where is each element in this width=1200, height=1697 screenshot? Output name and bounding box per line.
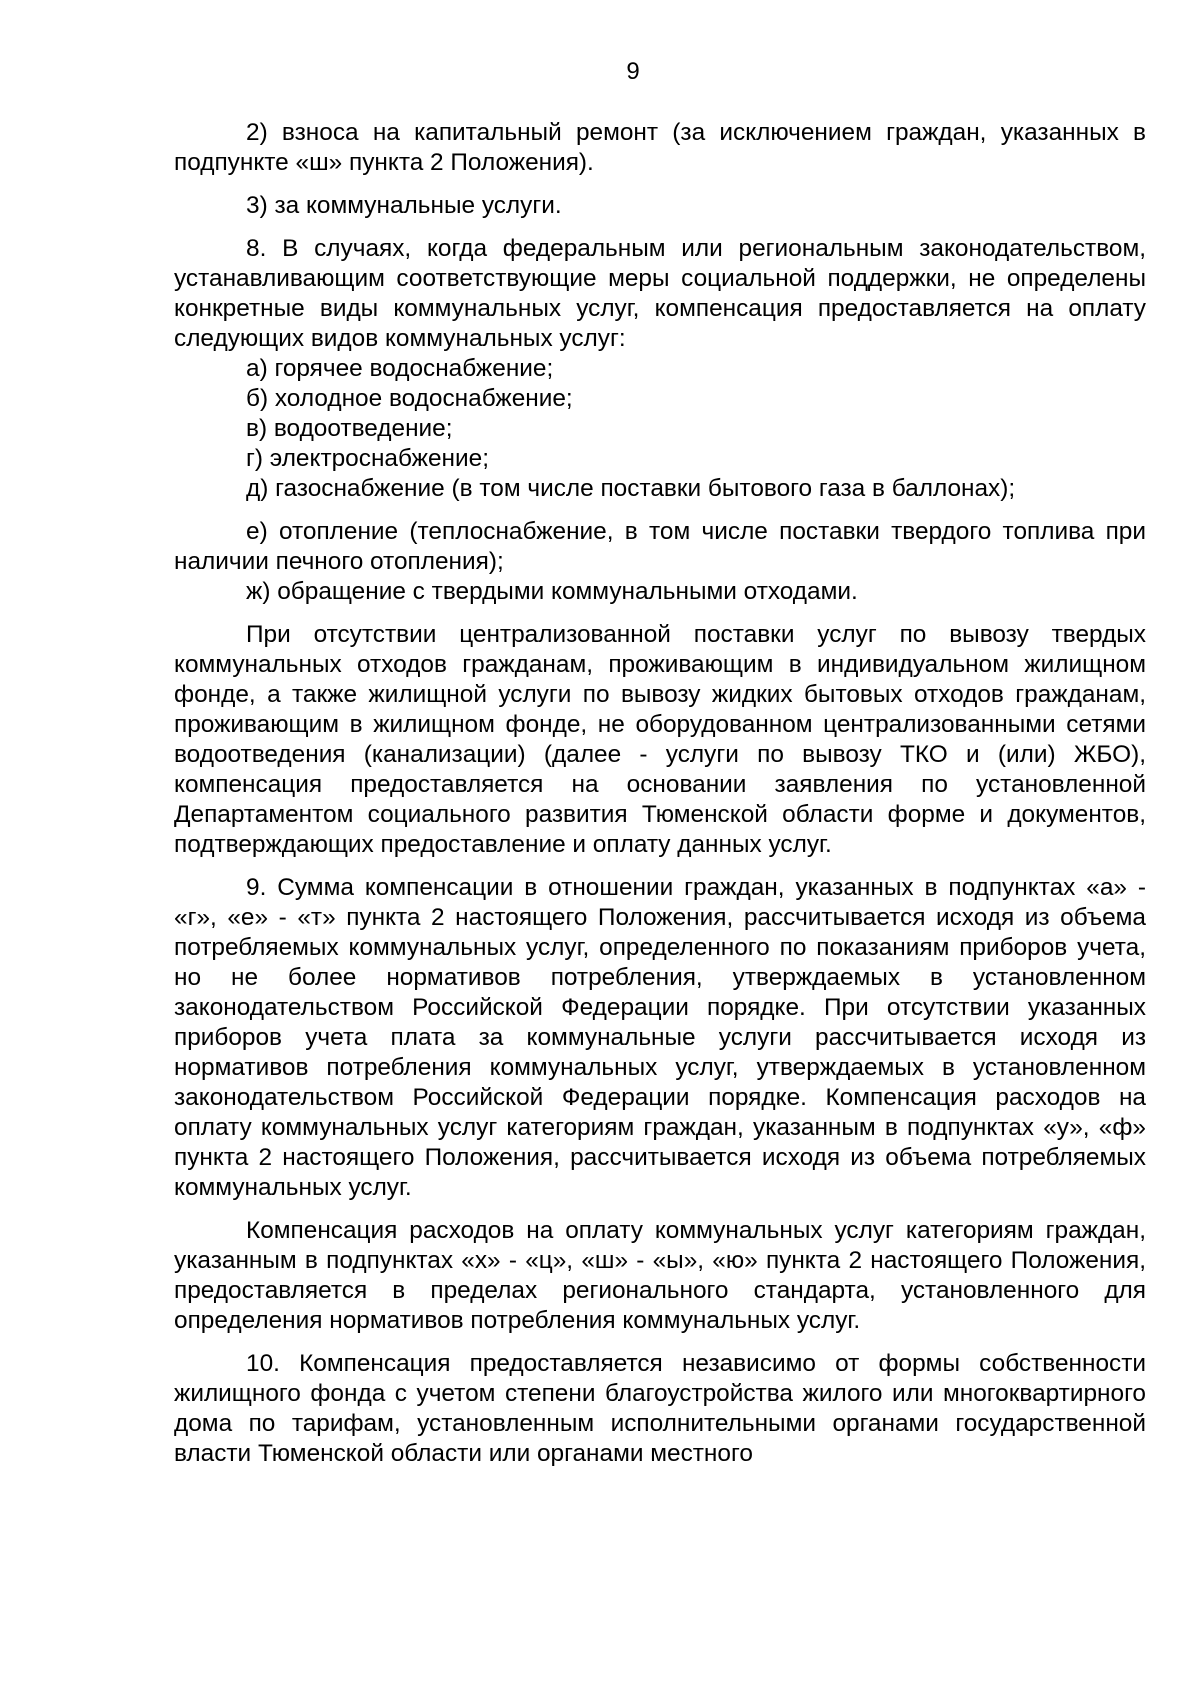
list-item-e: е) отопление (теплоснабжение, в том числе поставки твердого топлива при наличии печного отопления); xyxy=(174,518,1146,575)
list-item-a: а) горячее водоснабжение; xyxy=(246,355,554,382)
paragraph-utilities: 3) за коммунальные услуги. xyxy=(246,192,562,219)
document-body xyxy=(174,118,1146,1469)
list-item-zh: ж) обращение с твердыми коммунальными отходами. xyxy=(246,578,858,605)
paragraph-8: 8. В случаях, когда федеральным или региональным законодательством, устанавливающим соответствующие меры социальной поддержки, не определены конкретные виды коммунальных услуг, компенсация предоставляется на оплату следующих видов коммунальных услуг: xyxy=(174,235,1146,352)
list-item-b: б) холодное водоснабжение; xyxy=(246,385,573,412)
paragraph-capital-repair: 2) взноса на капитальный ремонт (за исключением граждан, указанных в подпункте «ш» пункта 2 Положения). xyxy=(174,119,1146,176)
list-item-g: г) электроснабжение; xyxy=(246,445,489,472)
paragraph-9: 9. Сумма компенсации в отношении граждан, указанных в подпунктах «а» - «г», «е» - «т» пункта 2 настоящего Положения, рассчитывается исходя из объема потребляемых коммунальных услуг, определенного по показаниям приборов учета, но не более нормативов потребления, утверждаемых в установленном законодательством Российской Федерации порядке. При отсутствии указанных приборов учета плата за коммунальные услуги рассчитывается исходя из нормативов потребления коммунальных услуг, утверждаемых в установленном законодательством Российской Федерации порядке. Компенсация расходов на оплату коммунальных услуг категориям граждан, указанным в подпунктах «у», «ф» пункта 2 настоящего Положения, рассчитывается исходя из объема потребляемых коммунальных услуг. xyxy=(174,874,1146,1201)
list-item-d: д) газоснабжение (в том числе поставки бытового газа в баллонах); xyxy=(246,475,1016,502)
list-item-v: в) водоотведение; xyxy=(246,415,453,442)
paragraph-regional-standard: Компенсация расходов на оплату коммунальных услуг категориям граждан, указанным в подпунктах «х» - «ц», «ш» - «ы», «ю» пункта 2 настоящего Положения, предоставляется в пределах регионального стандарта, установленного для определения нормативов потребления коммунальных услуг. xyxy=(174,1217,1146,1334)
page-number: 9 xyxy=(626,58,640,85)
paragraph-10: 10. Компенсация предоставляется независимо от формы собственности жилищного фонда с учетом степени благоустройства жилого или многоквартирного дома по тарифам, установленным исполнительными органами государственной власти Тюменской области или органами местного xyxy=(174,1350,1146,1467)
paragraph-waste-removal: При отсутствии централизованной поставки услуг по вывозу твердых коммунальных отходов гражданам, проживающим в индивидуальном жилищном фонде, а также жилищной услуги по вывозу жидких бытовых отходов гражданам, проживающим в жилищном фонде, не оборудованном централизованными сетями водоотведения (канализации) (далее - услуги по вывозу ТКО и (или) ЖБО), компенсация предоставляется на основании заявления по установленной Департаментом социального развития Тюменской области форме и документов, подтверждающих предоставление и оплату данных услуг. xyxy=(174,621,1146,858)
